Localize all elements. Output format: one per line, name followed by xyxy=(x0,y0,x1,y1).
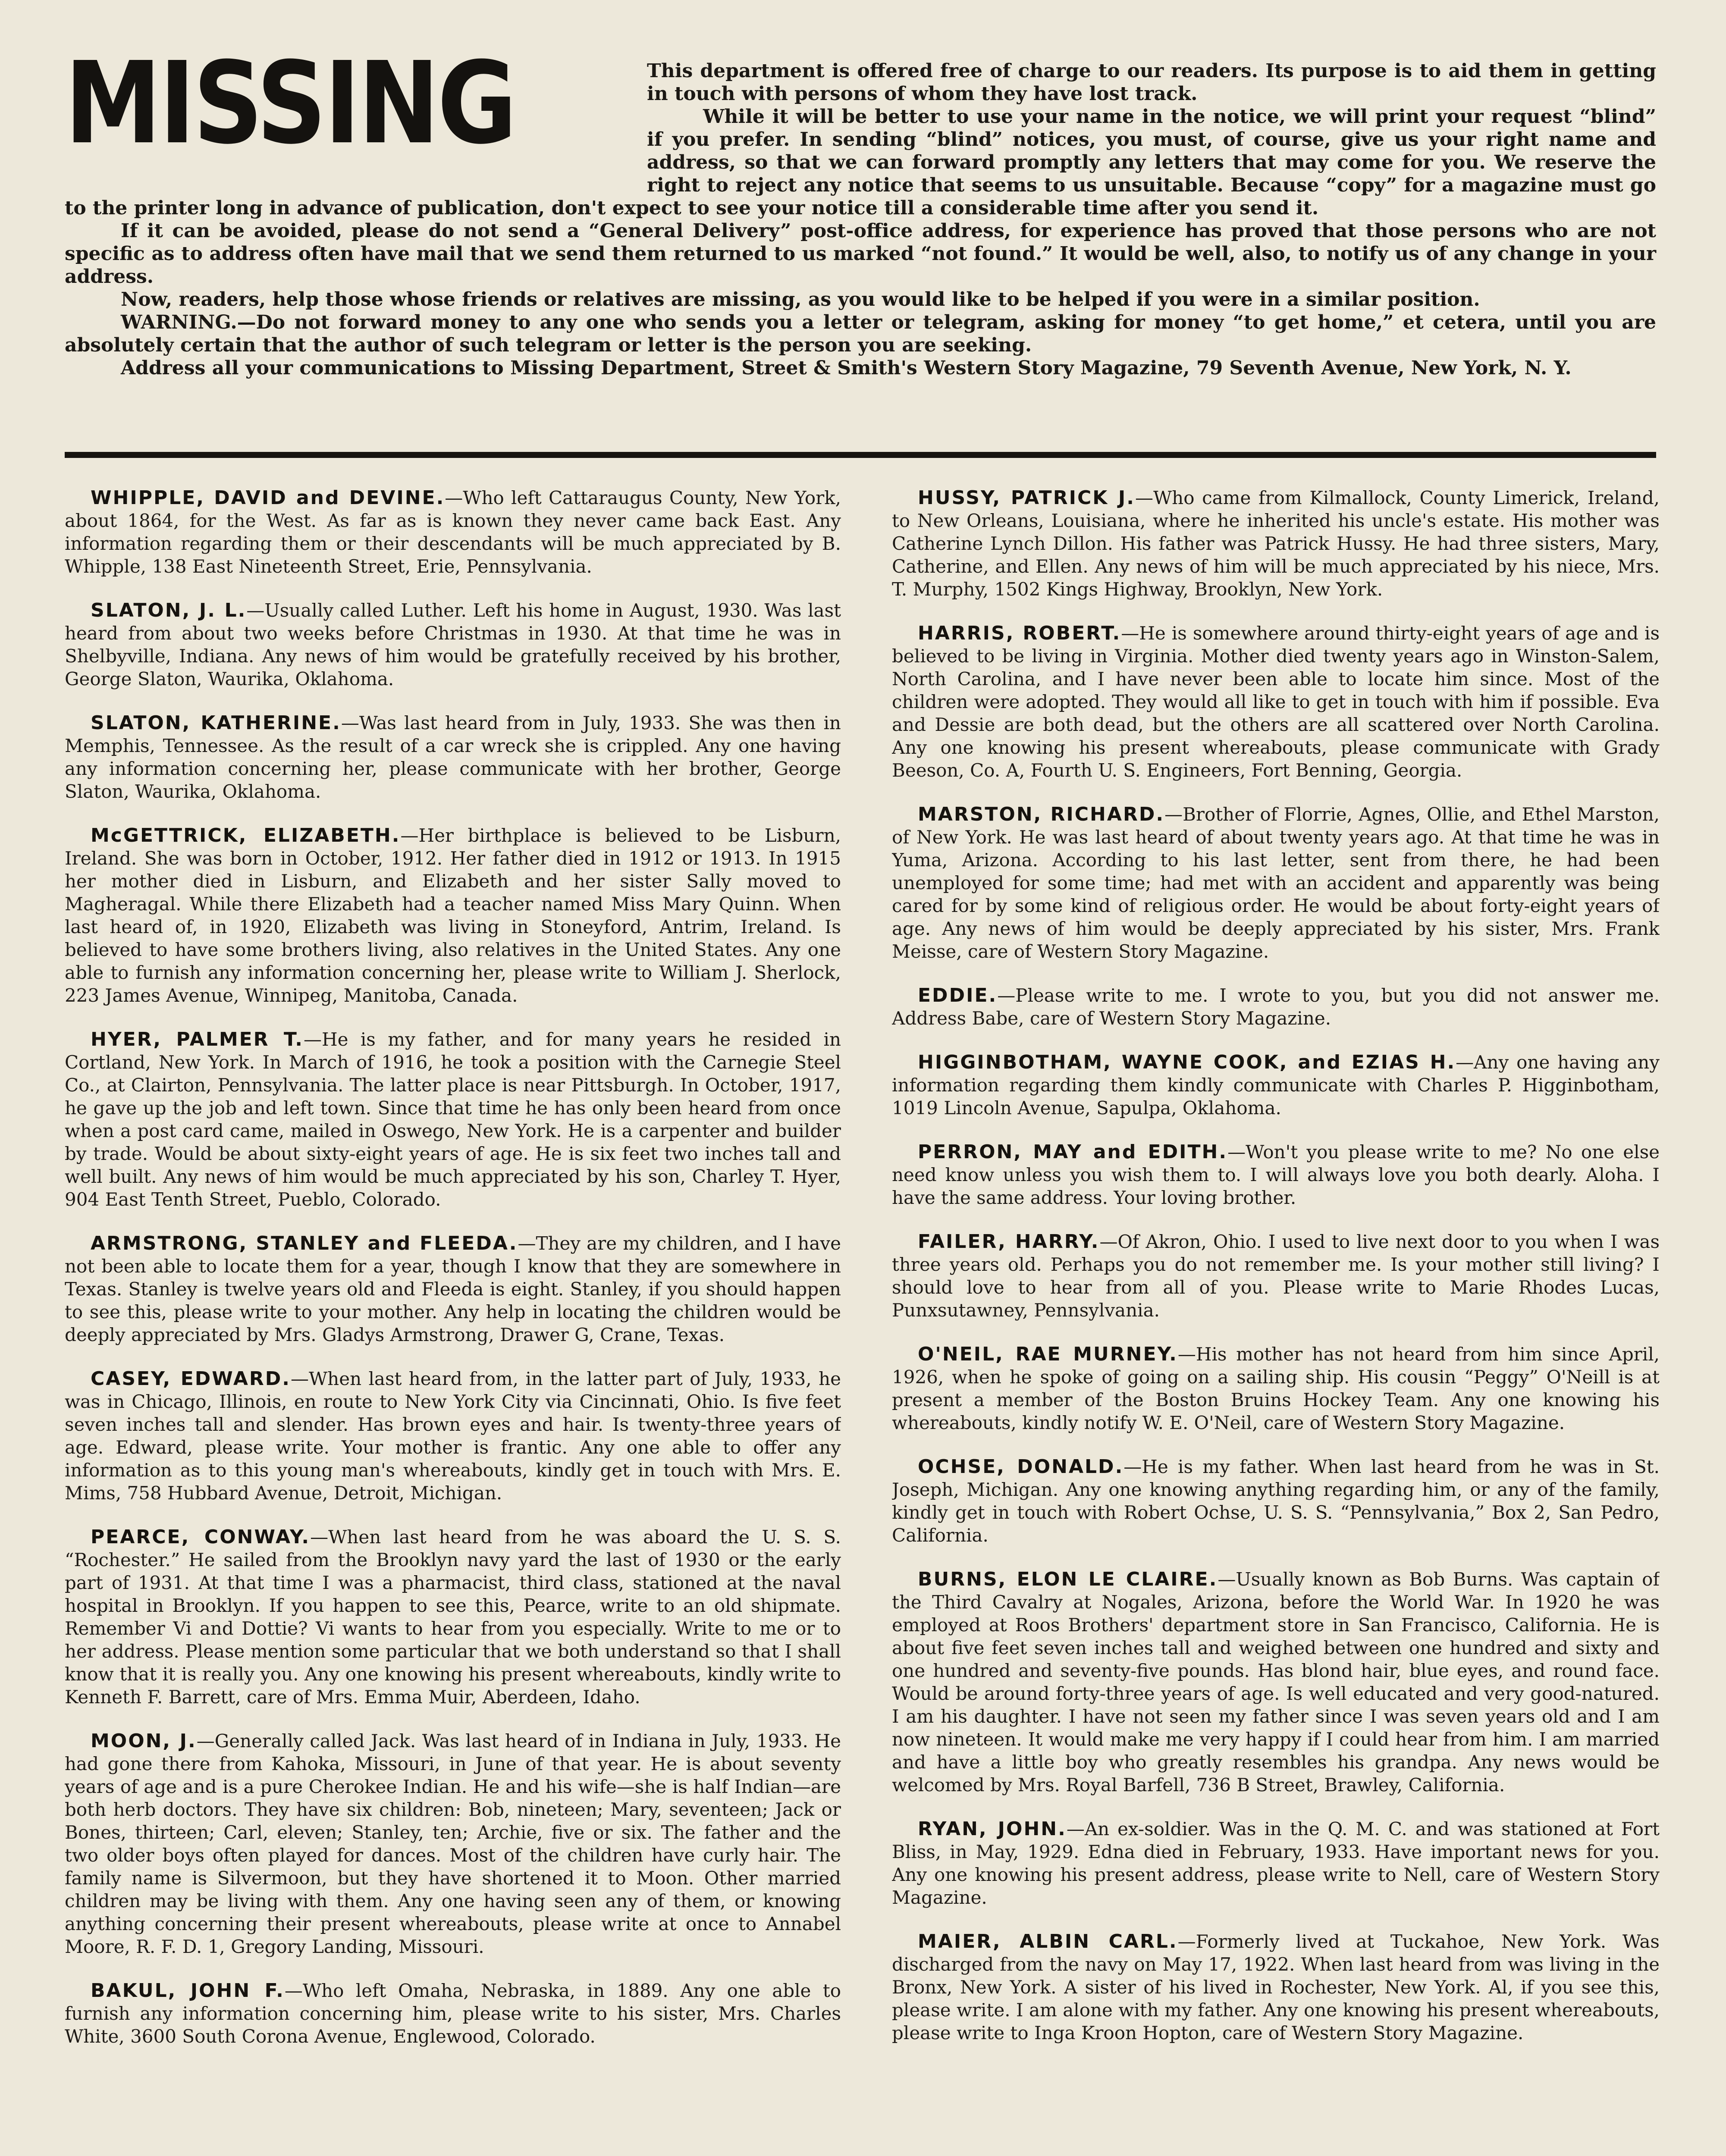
notice-name: HYER, PALMER T. xyxy=(91,1028,304,1050)
notice-name: HIGGINBOTHAM, WAYNE COOK, and EZIAS H. xyxy=(918,1051,1456,1073)
notice-name: BURNS, ELON LE CLAIRE. xyxy=(918,1568,1218,1590)
notice-name: EDDIE. xyxy=(918,984,998,1006)
notice-text: —Won't you please write to me? No one else need know unless you wish them to. I will always love you both dearly. Aloha. I have the same address. Your loving brother. xyxy=(892,1141,1660,1208)
missing-notice xyxy=(892,1930,1660,2044)
notice-text: —Brother of Florrie, Agnes, Ollie, and Ethel Marston, of New York. He was last heard of about twenty years ago. At that time he was in Yuma, Arizona. According to his last letter, sent from there, he had been unemployed for some time; had met with an accident and apparently was being cared for by some kind of religious order. He would be about forty-eight years of age. Any news of him would be deeply appreciated by his sister, Mrs. Frank Meisse, care of Western Story Magazine. xyxy=(892,804,1660,962)
missing-notice xyxy=(892,1051,1660,1119)
missing-notice xyxy=(65,1526,841,1708)
missing-notice xyxy=(892,984,1660,1030)
notice-name: MOON, J. xyxy=(91,1730,197,1752)
notice-text: —An ex-soldier. Was in the Q. M. C. and was stationed at Fort Bliss, in May, 1929. Edna died in February, 1933. Have important news for you. Any one knowing his present address, please write to Nell, care of Western Story Magazine. xyxy=(892,1818,1660,1908)
notice-name: CASEY, EDWARD. xyxy=(91,1368,291,1390)
notice-name: SLATON, KATHERINE. xyxy=(91,712,341,734)
missing-notice xyxy=(65,1730,841,1958)
notice-text: —He is my father, and for many years he resided in Cortland, New York. In March of 1916, he took a position with the Carnegie Steel Co., at Clairton, Pennsylvania. The latter place is near Pittsburgh. In October, 1917, he gave up the job and left town. Since that time he has only been heard from once when a post card came, mailed in Oswego, New York. He is a carpenter and builder by trade. Would be about sixty-eight years of age. He is six feet two inches tall and well built. Any news of him would be much appreciated by his son, Charley T. Hyer, 904 East Tenth Street, Pueblo, Colorado. xyxy=(65,1029,841,1210)
notice-text: —Who came from Kilmallock, County Limerick, Ireland, to New Orleans, Louisiana, where he inherited his uncle's estate. His mother was Catherine Lynch Dillon. His father was Patrick Hussy. He had three sisters, Mary, Catherine, and Ellen. Any news of him will be much appreciated by his niece, Mrs. T. Murphy, 1502 Kings Highway, Brooklyn, New York. xyxy=(892,487,1660,600)
notice-name: PEARCE, CONWAY. xyxy=(91,1526,311,1548)
address-paragraph: Address all your communications to Missing Department, Street & Smith's Western Story Magazine, 79 Seventh Avenue, New York, N. Y. xyxy=(121,357,1572,379)
notice-name: OCHSE, DONALD. xyxy=(918,1456,1124,1478)
missing-notice xyxy=(65,599,841,690)
notice-text: —Any one having any information regarding them kindly communicate with Charles P. Higginbotham, 1019 Lincoln Avenue, Sapulpa, Oklahoma. xyxy=(892,1052,1660,1119)
missing-notice xyxy=(892,1455,1660,1547)
notice-text: —Formerly lived at Tuckahoe, New York. Was discharged from the navy on May 17, 1922. When last heard from was living in the Bronx, New York. A sister of his lived in Rochester, New York. Al, if you see this, please write. I am alone with my father. Any one knowing his present whereabouts, please write to Inga Kroon Hopton, care of Western Story Magazine. xyxy=(892,1931,1660,2043)
notice-name: FAILER, HARRY. xyxy=(918,1231,1100,1253)
notice-name: ARMSTRONG, STANLEY and FLEEDA. xyxy=(91,1232,518,1254)
notice-text: —When last heard from he was aboard the U. S. S. “Rochester.” He sailed from the Brooklyn navy yard the last of 1930 or the early part of 1931. At that time I was a pharmacist, third class, stationed at the naval hospital in Brooklyn. If you happen to see this, Pearce, write to an old shipmate. Remember Vi and Dottie? Vi wants to hear from you especially. Write to me or to her address. Please mention some particular that we both understand so that I shall know that it is really you. Any one knowing his present whereabouts, kindly write to Kenneth F. Barrett, care of Mrs. Emma Muir, Aberdeen, Idaho. xyxy=(65,1526,841,1708)
horizontal-divider xyxy=(65,452,1656,458)
missing-notice xyxy=(65,1028,841,1211)
notice-text: —They are my children, and I have not been able to locate them for a year, though I know that they are somewhere in Texas. Stanley is twelve years old and Fleeda is eight. Stanley, if you should happen to see this, please write to your mother. Any help in locating the children would be deeply appreciated by Mrs. Gladys Armstrong, Drawer G, Crane, Texas. xyxy=(65,1233,841,1345)
missing-notice xyxy=(892,1343,1660,1434)
intro-paragraph: Now, readers, help those whose friends or relatives are missing, as you would like to be helped if you were in a similar position. xyxy=(121,288,1480,310)
notice-text: —Generally called Jack. Was last heard of in Indiana in July, 1933. He had gone there from Kahoka, Missouri, in June of that year. He is about seventy years of age and is a pure Cherokee Indian. He and his wife—she is half Indian—are both herb doctors. They have six children: Bob, nineteen; Mary, seventeen; Jack or Bones, thirteen; Carl, eleven; Stanley, ten; Archie, five or six. The father and the two older boys often played for dances. Most of the children have curly hair. The family name is Silvermoon, but they have shortened it to Moon. Other married children may be living with them. Any one having seen any of them, or knowing anything concerning their present whereabouts, please write at once to Annabel Moore, R. F. D. 1, Gregory Landing, Missouri. xyxy=(65,1730,841,1957)
notice-text: —Her birthplace is believed to be Lisburn, Ireland. She was born in October, 1912. Her father died in 1912 or 1913. In 1915 her mother died in Lisburn, and Elizabeth and her sister Sally moved to Magheragal. While there Elizabeth had a teacher named Miss Mary Quinn. When last heard of, in 1920, Elizabeth was living in Stoneyford, Antrim, Ireland. Is believed to have some brothers living, also relatives in the United States. Any one able to furnish any information concerning her, please write to William J. Sherlock, 223 James Avenue, Winnipeg, Manitoba, Canada. xyxy=(65,825,841,1006)
notice-name: McGETTRICK, ELIZABETH. xyxy=(91,824,401,846)
left-column xyxy=(65,486,841,2156)
notice-name: PERRON, MAY and EDITH. xyxy=(918,1141,1228,1163)
missing-notice xyxy=(892,1230,1660,1322)
notice-name: SLATON, J. L. xyxy=(91,599,247,621)
notice-text: —Who left Cattaraugus County, New York, about 1864, for the West. As far as is known they never came back East. Any information regarding them or their descendants will be much appreciated by B. Whipple, 138 East Nineteenth Street, Erie, Pennsylvania. xyxy=(65,487,841,577)
missing-notice xyxy=(65,1979,841,2048)
notice-text: —His mother has not heard from him since April, 1926, when he spoke of going on a sailing ship. His cousin “Peggy” O'Neill is at present a member of the Boston Bruins Hockey Team. Any one knowing his whereabouts, kindly notify W. E. O'Neil, care of Western Story Magazine. xyxy=(892,1344,1660,1433)
title-space xyxy=(65,60,647,178)
missing-notice xyxy=(892,622,1660,782)
missing-notice xyxy=(65,1367,841,1504)
missing-notice xyxy=(892,803,1660,963)
notice-name: MARSTON, RICHARD. xyxy=(918,803,1165,825)
notice-text: —He is my father. When last heard from he was in St. Joseph, Michigan. Any one knowing anything regarding him, or any of the family, kindly get in touch with Robert Ochse, U. S. S. “Pennsylvania,” Box 2, San Pedro, California. xyxy=(892,1456,1660,1546)
notice-text: —Please write to me. I wrote to you, but you did not answer me. Address Babe, care of Western Story Magazine. xyxy=(892,985,1660,1029)
notice-text: —Who left Omaha, Nebraska, in 1889. Any one able to furnish any information concerning him, please write to his sister, Mrs. Charles White, 3600 South Corona Avenue, Englewood, Colorado. xyxy=(65,1980,841,2047)
missing-notice xyxy=(65,711,841,803)
notice-text: —He is somewhere around thirty-eight years of age and is believed to be living in Virginia. Mother died twenty years ago in Winston-Salem, North Carolina, and I have never been able to locate him since. Most of the children were adopted. They would all like to get in touch with him if possible. Eva and Dessie are both dead, but the others are all scattered over North Carolina. Any one knowing his present whereabouts, please communicate with Grady Beeson, Co. A, Fourth U. S. Engineers, Fort Benning, Georgia. xyxy=(892,623,1660,781)
notice-name: HUSSY, PATRICK J. xyxy=(918,487,1135,509)
missing-notice xyxy=(65,824,841,1007)
right-column xyxy=(892,486,1660,2156)
intro-paragraph: This department is offered free of charge to our readers. Its purpose is to aid them in getting in touch with persons of whom they have lost track. xyxy=(647,60,1656,105)
missing-notice xyxy=(65,1232,841,1346)
notice-name: HARRIS, ROBERT. xyxy=(918,622,1121,644)
missing-notice xyxy=(65,486,841,578)
notice-text: —Usually called Luther. Left his home in August, 1930. Was last heard from about two weeks before Christmas in 1930. At that time he was in Shelbyville, Indiana. Any news of him would be gratefully received by his brother, George Slaton, Waurika, Oklahoma. xyxy=(65,600,841,689)
missing-notice xyxy=(892,1818,1660,1909)
notice-name: BAKUL, JOHN F. xyxy=(91,1980,285,2002)
notice-name: MAIER, ALBIN CARL. xyxy=(918,1930,1178,1952)
intro-paragraph: If it can be avoided, please do not send a “General Delivery” post-office address, for experience has proved that those persons who are not specific as to address often have mail that we send them returned to us marked “not found.” It would be well, also, to notify us of any change in your address. xyxy=(65,220,1656,288)
notice-text: —When last heard from, in the latter part of July, 1933, he was in Chicago, Illinois, en route to New York City via Cincinnati, Ohio. Is five feet seven inches tall and slender. Has brown eyes and hair. Is twenty-three years of age. Edward, please write. Your mother is frantic. Any one able to offer any information as to this young man's whereabouts, kindly get in touch with Mrs. E. Mims, 758 Hubbard Avenue, Detroit, Michigan. xyxy=(65,1368,841,1504)
notice-name: WHIPPLE, DAVID and DEVINE. xyxy=(91,487,445,509)
department-title: MISSING xyxy=(65,38,515,169)
notice-name: RYAN, JOHN. xyxy=(918,1818,1067,1840)
warning-paragraph: WARNING.—Do not forward money to any one who sends you a letter or telegram, asking for money “to get home,” et cetera, until you are absolutely certain that the author of such telegram or letter is the person you are seeking. xyxy=(65,311,1656,356)
notice-name: O'NEIL, RAE MURNEY. xyxy=(918,1343,1178,1365)
notice-text: —Was last heard from in July, 1933. She was then in Memphis, Tennessee. As the result of a car wreck she is crippled. Any one having any information concerning her, please communicate with her brother, George Slaton, Waurika, Oklahoma. xyxy=(65,712,841,802)
notice-text: —Usually known as Bob Burns. Was captain of the Third Cavalry at Nogales, Arizona, before the World War. In 1920 he was employed at Roos Brothers' department store in San Francisco, California. He is about five feet seven inches tall and weighed between one hundred and sixty and one hundred and seventy-five pounds. Has blond hair, blue eyes, and round face. Would be around forty-three years of age. Is well educated and very good-natured. I am his daughter. I have not seen my father since I was seven years old and I am now nineteen. It would make me very happy if I could hear from him. I am married and have a little boy who greatly resembles his grandpa. Any news would be welcomed by Mrs. Royal Barfell, 736 B Street, Brawley, California. xyxy=(892,1569,1660,1796)
notice-text: —Of Akron, Ohio. I used to live next door to you when I was three years old. Perhaps you do not remember me. Is your mother still living? I should love to hear from all of you. Please write to Marie Rhodes Lucas, Punxsutawney, Pennsylvania. xyxy=(892,1231,1660,1321)
missing-notice xyxy=(892,1568,1660,1796)
department-introduction xyxy=(65,60,1656,379)
missing-notice xyxy=(892,486,1660,601)
intro-paragraph: While it will be better to use your name in the notice, we will print your request “blind” if you prefer. In sending “blind” notices, you must, of course, give us your right name and address, so that we can forward promptly any letters that may come for you. We reserve the right to reject any notice that seems to us unsuitable. Because “copy” for a magazine must go to the printer long in advance of publication, don't expect to see your notice till a considerable time after you send it. xyxy=(65,106,1656,219)
missing-notice xyxy=(892,1141,1660,1209)
